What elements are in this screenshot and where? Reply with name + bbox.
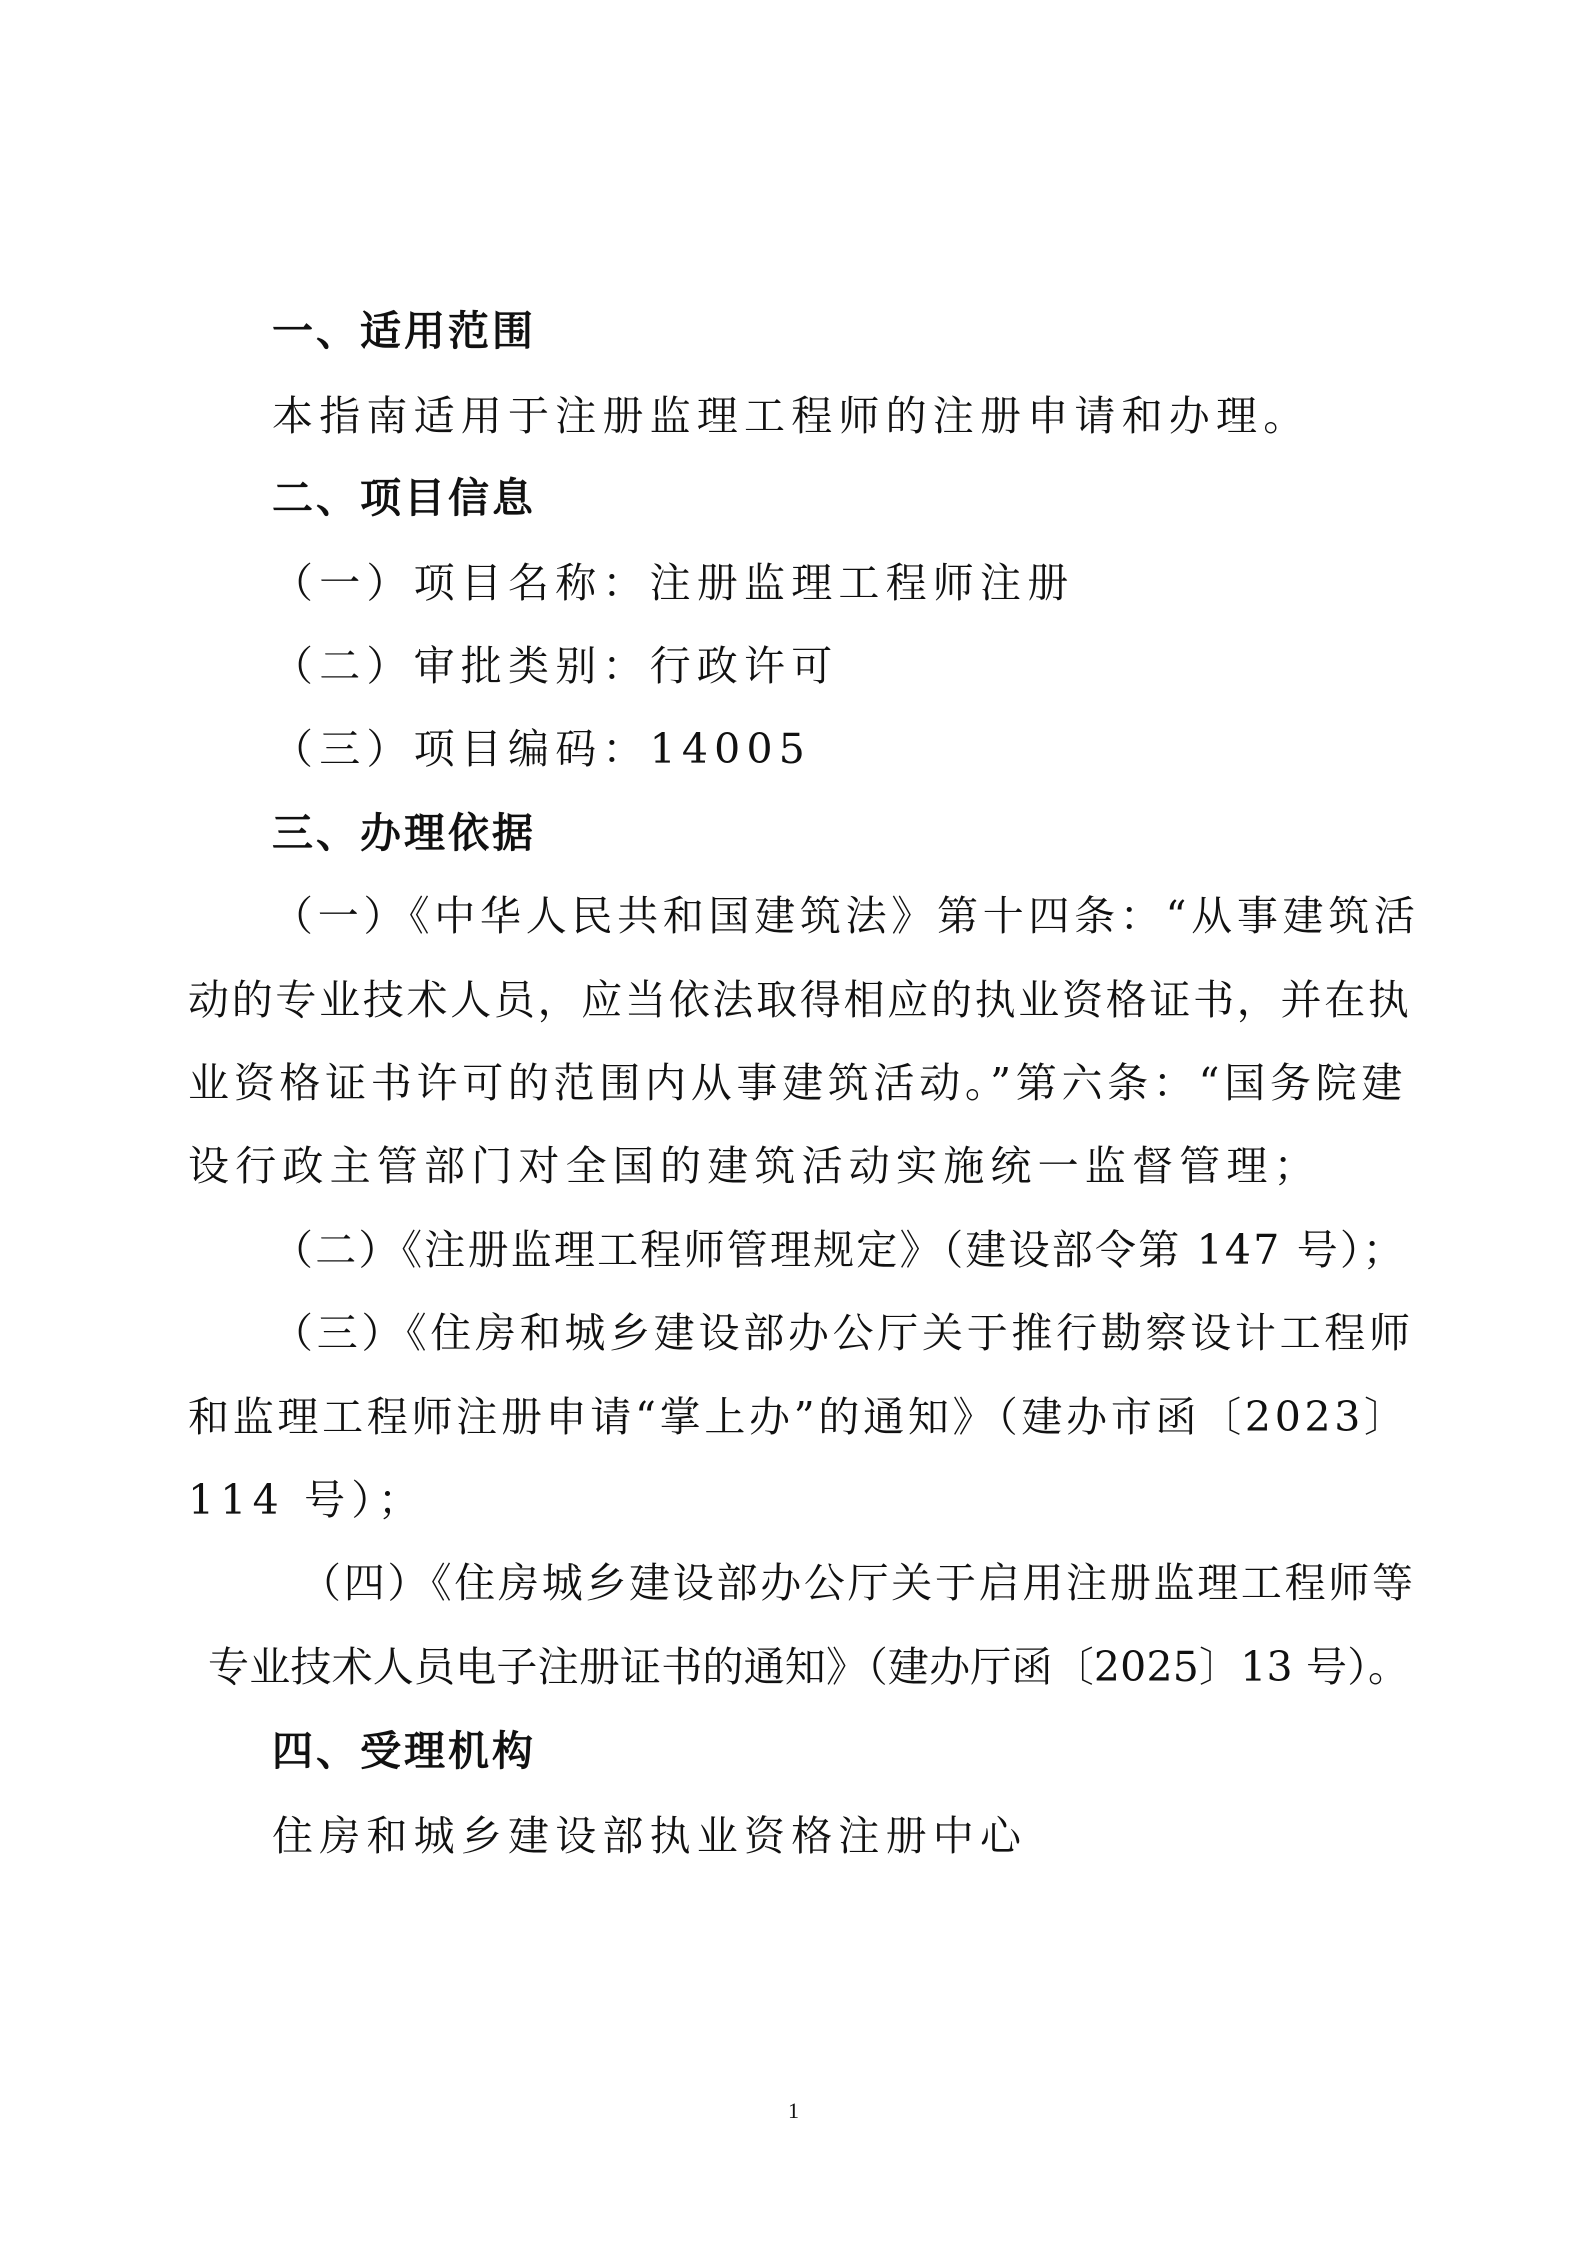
scope-text: 本指南适用于注册监理工程师的注册申请和办理。: [272, 392, 1311, 440]
basis-item3-line2: 和监理工程师注册申请“掌上办”的通知》（建办市函〔2023〕: [188, 1393, 1409, 1441]
basis-item4-line1: （四）《住房城乡建设部办公厅关于启用注册监理工程师等: [300, 1559, 1416, 1607]
section-heading-scope: 一、适用范围: [272, 307, 536, 355]
section-heading-agency: 四、受理机构: [272, 1727, 536, 1775]
basis-item2: （二）《注册监理工程师管理规定》（建设部令第 147 号）；: [272, 1226, 1406, 1274]
basis-item1-line3: 业资格证书许可的范围内从事建筑活动。”第六条：“国务院建: [188, 1059, 1408, 1107]
project-code-item: （三）项目编码：14005: [272, 725, 812, 773]
basis-item3-line3: 114 号）；: [188, 1476, 426, 1524]
agency-text: 住房和城乡建设部执业资格注册中心: [272, 1812, 1028, 1860]
basis-item3-line1: （三）《住房和城乡建设部办公厅关于推行勘察设计工程师: [272, 1309, 1414, 1357]
basis-item1-line2: 动的专业技术人员，应当依法取得相应的执业资格证书，并在执: [188, 976, 1412, 1024]
basis-item1-line4: 设行政主管部门对全国的建筑活动实施统一监督管理；: [188, 1142, 1321, 1190]
basis-item4-line2: 专业技术人员电子注册证书的通知》（建办厅函〔2025〕13 号）。: [208, 1643, 1410, 1691]
page-number: 1: [788, 2098, 799, 2123]
basis-item1-line1: （一）《中华人民共和国建筑法》第十四条：“从事建筑活: [272, 892, 1420, 940]
section-heading-basis: 三、办理依据: [272, 809, 536, 857]
project-name-item: （一）项目名称：注册监理工程师注册: [272, 559, 1075, 607]
approval-category-item: （二）审批类别：行政许可: [272, 642, 839, 690]
section-heading-project-info: 二、项目信息: [272, 474, 536, 522]
